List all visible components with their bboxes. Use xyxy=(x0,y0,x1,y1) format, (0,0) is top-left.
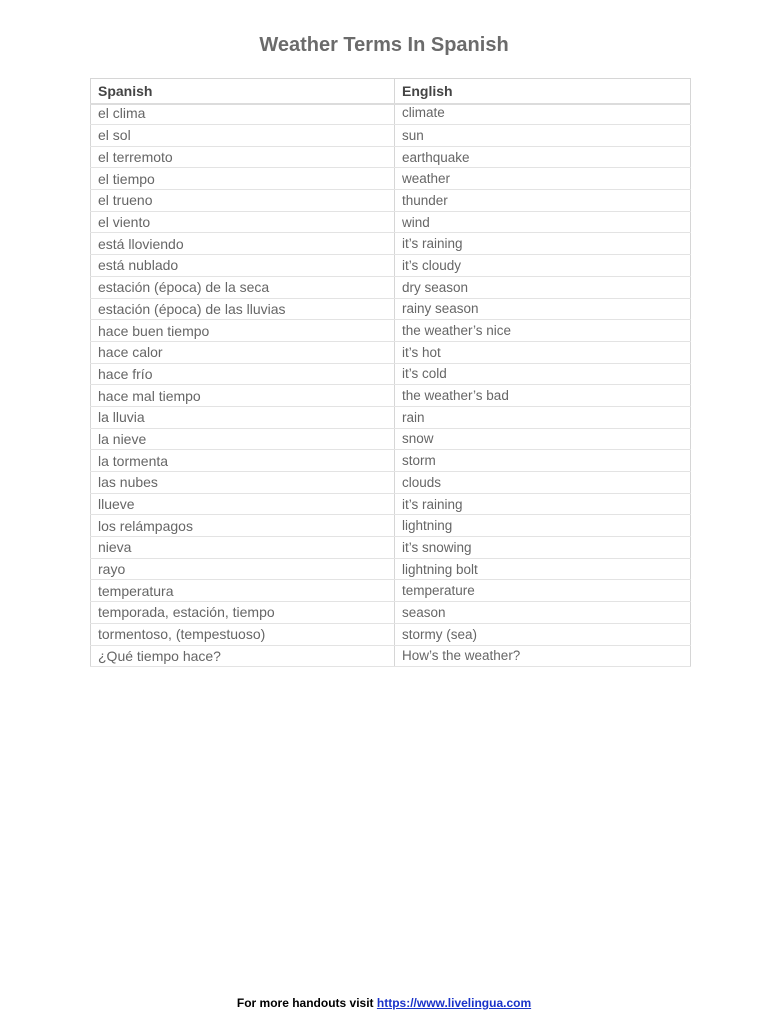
table-row xyxy=(91,428,691,450)
table-row xyxy=(91,104,691,125)
cell-spanish: está lloviendo xyxy=(91,233,395,255)
cell-english: it’s snowing xyxy=(395,537,691,559)
cell-spanish: hace frío xyxy=(91,363,395,385)
cell-spanish: el sol xyxy=(91,125,395,147)
table-row xyxy=(91,385,691,407)
cell-spanish: el trueno xyxy=(91,190,395,212)
cell-english: How’s the weather? xyxy=(395,645,691,667)
table-row xyxy=(91,450,691,472)
table-row xyxy=(91,602,691,624)
cell-english: it’s hot xyxy=(395,341,691,363)
table-row xyxy=(91,472,691,494)
cell-english: earthquake xyxy=(395,146,691,168)
cell-english: dry season xyxy=(395,276,691,298)
cell-english: it’s raining xyxy=(395,493,691,515)
cell-english: the weather’s nice xyxy=(395,320,691,342)
table-row xyxy=(91,320,691,342)
cell-spanish: hace buen tiempo xyxy=(91,320,395,342)
table-row xyxy=(91,276,691,298)
table-row xyxy=(91,406,691,428)
cell-english: rain xyxy=(395,406,691,428)
cell-english: rainy season xyxy=(395,298,691,320)
table-row xyxy=(91,515,691,537)
cell-spanish: tormentoso, (tempestuoso) xyxy=(91,623,395,645)
cell-spanish: la nieve xyxy=(91,428,395,450)
cell-english: weather xyxy=(395,168,691,190)
cell-spanish: estación (época) de las lluvias xyxy=(91,298,395,320)
cell-spanish: el terremoto xyxy=(91,146,395,168)
table-row xyxy=(91,341,691,363)
cell-spanish: las nubes xyxy=(91,472,395,494)
table-row xyxy=(91,298,691,320)
cell-spanish: hace calor xyxy=(91,341,395,363)
cell-english: wind xyxy=(395,211,691,233)
cell-spanish: el viento xyxy=(91,211,395,233)
table-row xyxy=(91,146,691,168)
cell-english: sun xyxy=(395,125,691,147)
cell-spanish: ¿Qué tiempo hace? xyxy=(91,645,395,667)
table-row xyxy=(91,255,691,277)
footer-link[interactable]: https://www.livelingua.com xyxy=(376,996,532,1010)
cell-english: clouds xyxy=(395,472,691,494)
cell-english: thunder xyxy=(395,190,691,212)
table-row xyxy=(91,580,691,602)
cell-spanish: la lluvia xyxy=(91,406,395,428)
cell-spanish: nieva xyxy=(91,537,395,559)
cell-spanish: estación (época) de la seca xyxy=(91,276,395,298)
cell-english: the weather’s bad xyxy=(395,385,691,407)
cell-spanish: llueve xyxy=(91,493,395,515)
table-row xyxy=(91,493,691,515)
cell-spanish: temporada, estación, tiempo xyxy=(91,602,395,624)
cell-spanish: el clima xyxy=(91,104,395,125)
footer-text: For more handouts visit xyxy=(236,996,374,1010)
cell-english: temperature xyxy=(395,580,691,602)
cell-english: it’s cold xyxy=(395,363,691,385)
cell-spanish: hace mal tiempo xyxy=(91,385,395,407)
cell-english: snow xyxy=(395,428,691,450)
cell-english: lightning bolt xyxy=(395,558,691,580)
table-row xyxy=(91,190,691,212)
cell-english: it’s cloudy xyxy=(395,255,691,277)
cell-spanish: está nublado xyxy=(91,255,395,277)
cell-english: stormy (sea) xyxy=(395,623,691,645)
table-row xyxy=(91,537,691,559)
cell-spanish: los relámpagos xyxy=(91,515,395,537)
table-row xyxy=(91,168,691,190)
column-header-english: English xyxy=(395,79,691,105)
table-row xyxy=(91,623,691,645)
column-header-spanish: Spanish xyxy=(91,79,395,105)
table-row xyxy=(91,233,691,255)
table-row xyxy=(91,558,691,580)
cell-spanish: la tormenta xyxy=(91,450,395,472)
cell-spanish: el tiempo xyxy=(91,168,395,190)
footer xyxy=(0,996,768,1010)
table-row xyxy=(91,645,691,667)
cell-english: storm xyxy=(395,450,691,472)
cell-spanish: temperatura xyxy=(91,580,395,602)
table-body xyxy=(91,104,691,667)
cell-spanish: rayo xyxy=(91,558,395,580)
cell-english: climate xyxy=(395,104,691,125)
cell-english: season xyxy=(395,602,691,624)
table-row xyxy=(91,363,691,385)
table-row xyxy=(91,211,691,233)
table-header-row xyxy=(91,79,691,105)
page-title: Weather Terms In Spanish xyxy=(259,34,509,56)
vocabulary-table xyxy=(90,78,691,667)
cell-english: it’s raining xyxy=(395,233,691,255)
table-row xyxy=(91,125,691,147)
cell-english: lightning xyxy=(395,515,691,537)
